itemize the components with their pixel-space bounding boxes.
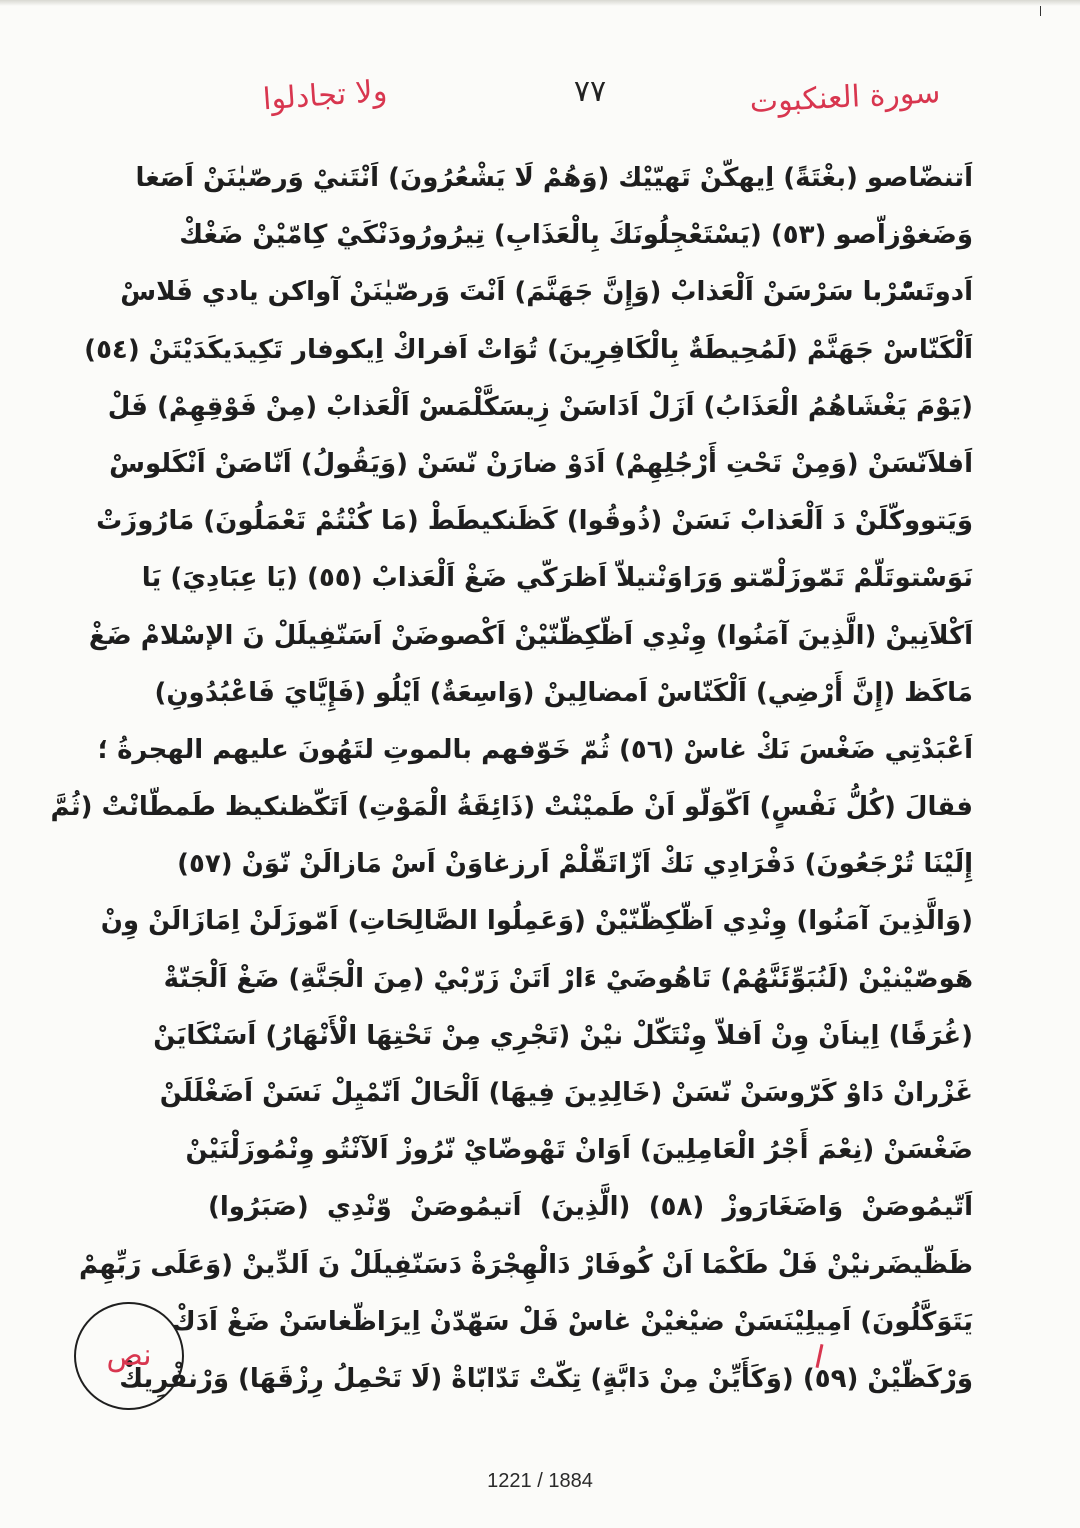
text-line: ضَغْسَنْ (نِعْمَ أَجْرُ الْعَامِلِينَ) اَوَانْ تَهْوضّايْ نّرُوزْ اَلآنْتُو وِنْمُوزَلْنَيْنْ [185, 1135, 973, 1166]
text-line: غَزْرانْ دَاوْ كَرّوسَنْ نّسَنْ (خَالِدِينَ فِيهَا) اَلْحَالْ اَنّمْيِلْ نَسَنْ اَضَغْلَلَنْ [159, 1078, 973, 1108]
text-line: ظَظّيضَرنيْنْ فَلْ طَكْمَا اَنْ كُوفَارْ دَالْهِجْرَةْ دَسَنّفِيلَلْ نَ اَلدِّينْ (وَعَلَى رَبِّهِمْ [79, 1249, 973, 1280]
text-line: وَيَتووكّلَنْ دَ اَلْعَذابْ نَسَنْ (ذُوقُوا) كَظَنكيطَطْ (مَا كُنْتُمْ تَعْمَلُونَ) مَارُوزَتْ [96, 506, 973, 537]
top-shadow-edge [0, 0, 1080, 6]
text-line: يَتَوَكَّلُونَ) اَمِيلِيْنَسَنْ ضيْغيْنْ غاسْ فَلْ سَهّدّنْ اِيرَاظّغاسَنْ ضَغْ اَدَكْ [171, 1306, 973, 1337]
text-line: (يَوْمَ يَغْشَاهُمُ الْعَذَابُ) اَزَلْ اَدَاسَنْ زِيسَكَّلْمَسْ اَلْعَذابْ (مِنْ فَوْقِهِمْ) فَلْ [107, 391, 973, 422]
text-line: اَلْكَنّاسْ جَهَنَّمْ (لَمُحِيطَةٌ بِالْكَافِرِينَ) تُوَاتْ اَفراكْ اِيكوفار تَكِيدَيكَدَيْتَنْ (٥٤) [84, 334, 973, 365]
margin-circle-note [74, 1302, 184, 1410]
text-line: اَتّيمُوصَنْ وَاضَغَارَوزْ (٥٨) (الَّذِينَ) اَتيمُوصَنْ وّنْدِي (صَبَرُوا) [208, 1192, 973, 1223]
text-line: إِلَيْنَا تُرْجَعُونَ) دَفْرَادِي نَكْ اَزّاتَقّلْمْ اَرزغاوَنْ اَسْ مَازالَنْ نّوَنْ (٥٧) [177, 849, 973, 880]
text-line: اَدوتَسّْرْبا سَرْسَنْ اَلْعَذابْ (وَإِنَّ جَهَنَّمَ) اَنْتَ وَرصّيٰنَنْ آواكن يادي فَلاسْ [120, 277, 973, 308]
text-line: هَوصّيْنيْنْ (لَنُبَوِّئَنَّهُمْ) تَاهُوضَيْ ءَارْ اَتَنْ زَرّبْيْ (مِنَ الْجَنَّةِ) ضَغْ اَلْجَنّةْ [163, 963, 973, 994]
text-line: اَعْبَدْتِي ضَغْسَ نَكْ غاسْ (٥٦) ثُمّ خَوّفهم بالموتِ لتَهُونَ عليهم الهجرةُ ؛ [97, 734, 973, 765]
text-line: نَوَسْتوتَلّمْ تَمّوزَلْمّتو وَرَاوَنْتيلاّ اَظرَكّي ضَغْ اَلْعَذابْ (٥٥) (يَا عِبَادِيَ) يَا [141, 563, 973, 594]
text-line: (غُرَفًا) اِيناَنْ وِنْ اَفلاّ وِنْتَكّلْ نيْنْ (تَجْرِي مِنْ تَحْتِهَا الْأَنْهَارُ) اَسَنْكَايَنْ [153, 1020, 973, 1051]
text-line: مَاكَظ (إِنَّ أَرْضِي) اَلْكَنّاسْ اَمضالِينْ (وَاسِعَةٌ) اَيْلُو (فَإِيَّايَ فَاعْبُدُونِ) [154, 677, 973, 708]
text-line: وَرْكَظّيْنْ (٥٩) (وَكَأَيِّنْ مِنْ دَابَّةٍ) تِكّتْ تَدّابّاةْ (لَا تَحْمِلُ رِزْقَهَا) وَرْنفْرِيكْ [119, 1363, 973, 1394]
corner-mark [1040, 6, 1041, 16]
text-line: فقالَ (كُلُّ نَفْسٍ) اَكّوَلّو اَنْ طَميْنْتْ (ذَائِقَةُ الْمَوْتِ) اَتَكّظنكيظ طَمطّانْتْ (ثُمَّ [50, 792, 973, 823]
margin-note-text: نص [106, 1338, 152, 1373]
page-counter: 1221 / 1884 [487, 1470, 593, 1492]
text-line: وَضَغوْزاّصو (٥٣) (يَسْتَعْجِلُونَكَ بِالْعَذَابِ) تِيرُورُودَنْكَيْ كِامّيْنْ ضَغْكْ [179, 220, 973, 251]
text-line: اَتنضّاصو (بغْتَةً) اِيهكّنْ تَهيّيْك (وَهُمْ لَا يَشْعُرُونَ) اَنْتَنيْ وَرصّيٰنَنْ اَصَغا [135, 163, 973, 193]
text-line: اَكْلاَنِينْ (الَّذِينَ آمَنُوا) وِنْدِي اَظّكِظّنّيْنْ اَكْصوضَنْ اَسَنّفِيلَلْ نَ الإسْلامْ ضَغْ [88, 620, 973, 651]
surah-name-heading: سورة العنكبوت [748, 75, 942, 120]
text-line: (وَالَّذِينَ آمَنُوا) وِنْدِي اَظّكِظّنّيْنْ (وَعَمِلُوا الصَّالِحَاتِ) اَمّوزَلَنْ اِمَازَالَنْ وِنْ [100, 906, 973, 937]
juz-heading: ولا تجادلوا [261, 73, 389, 118]
text-line: اَفلاَنّسَنْ (وَمِنْ تَحْتِ أَرْجُلِهِمْ) اَدَوْ ضارَنْ نّسَنْ (وَيَقُولُ) اَنّاصَنْ اَنْكَلوسْ [109, 448, 973, 479]
page-number: ٧٧ [573, 74, 607, 109]
